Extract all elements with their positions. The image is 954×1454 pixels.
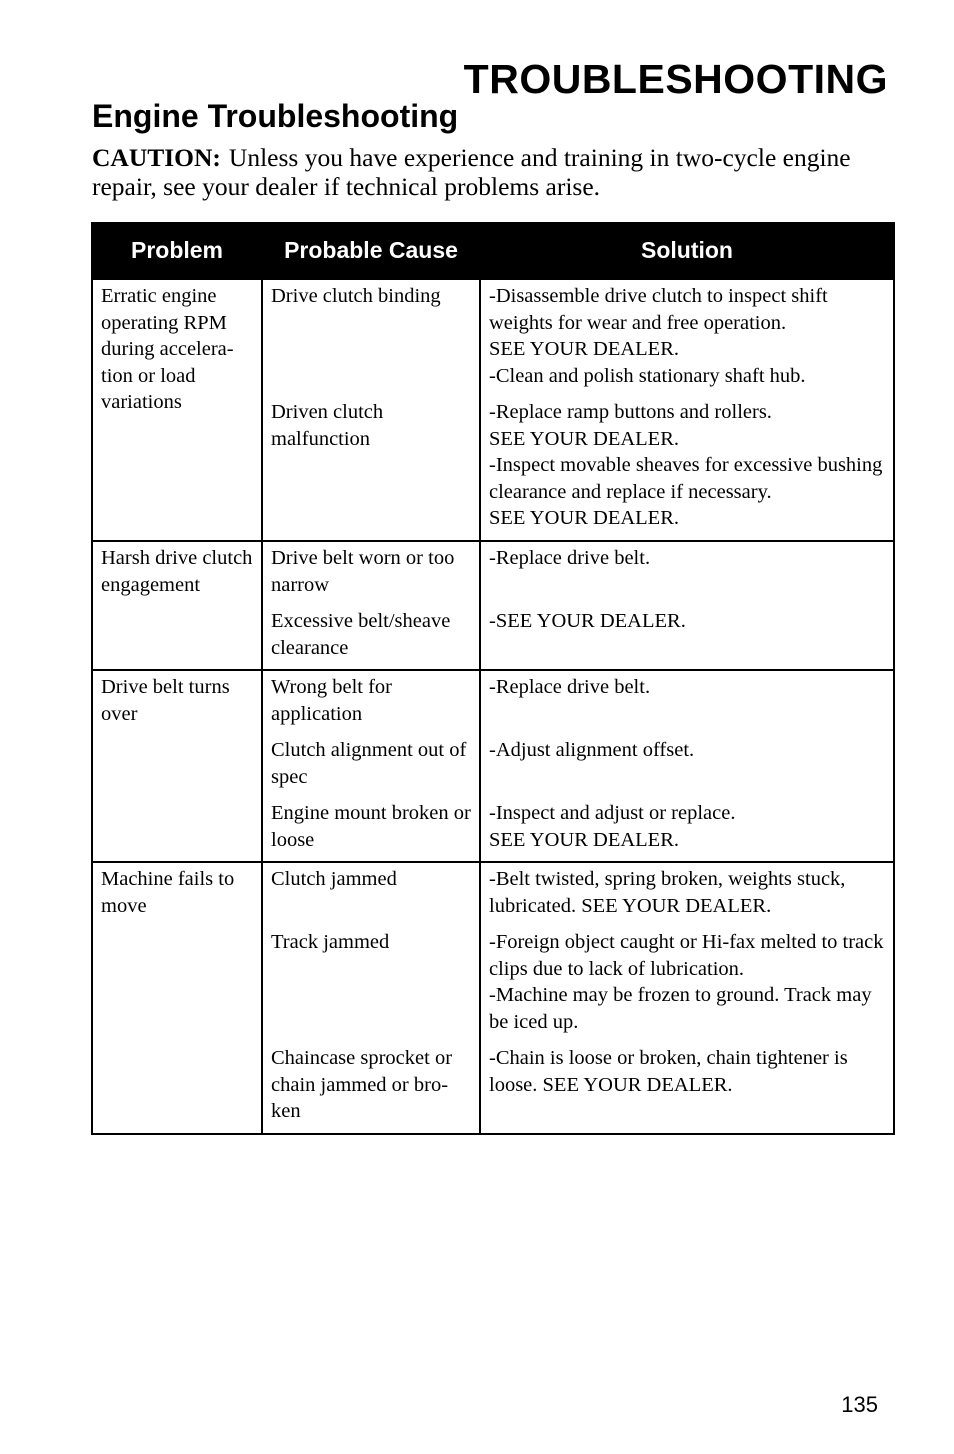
solution-line: -Adjust alignment offset. (489, 739, 695, 761)
solution-line: SEE YOUR DEALER. (489, 828, 679, 851)
solution-line: SEE YOUR DEALER. (489, 427, 679, 450)
solution-text (489, 283, 885, 389)
solution-line: -Replace ramp buttons and rollers. (489, 401, 772, 423)
solution-line: -Replace drive belt. (489, 676, 651, 698)
solution-line: -Belt twisted, spring broken, weights stuck, lubricated. SEE YOUR DEALER. (489, 868, 846, 917)
solution-line: -Foreign object caught or Hi-fax melted to track clips due to lack of lubrication. (489, 931, 884, 980)
section-title: Engine Troubleshooting (92, 98, 459, 134)
problem-cell: Machine fails to move (92, 862, 262, 1134)
cause-cell (262, 670, 480, 862)
solution-line: -Replace drive belt. (489, 547, 651, 569)
solution-text (489, 545, 885, 598)
solution-text (489, 608, 885, 661)
probable-cause: Drive clutch binding (271, 285, 441, 307)
solution-text (489, 737, 885, 790)
probable-cause: Drive belt worn or too narrow (271, 547, 455, 596)
header-problem: Problem (92, 222, 262, 279)
table-row (92, 279, 894, 541)
header-solution: Solution (480, 222, 894, 279)
table-row (92, 541, 894, 670)
solution-cell (480, 279, 894, 541)
solution-cell (480, 670, 894, 862)
problem-cell: Drive belt turns over (92, 670, 262, 862)
solution-line: -Machine may be frozen to ground. Track may be iced up. (489, 984, 872, 1033)
solution-text (489, 929, 885, 1035)
solution-line: -Inspect and adjust or replace. (489, 802, 736, 824)
probable-cause: Engine mount broken or loose (271, 802, 471, 851)
table-row (92, 670, 894, 862)
troubleshooting-table (91, 222, 895, 1135)
probable-cause: Wrong belt for application (271, 676, 392, 725)
solution-line: -SEE YOUR DEALER. (489, 610, 686, 632)
caution-paragraph (92, 143, 882, 201)
solution-cell (480, 862, 894, 1134)
cause-cell (262, 279, 480, 541)
cause-cell (262, 862, 480, 1134)
problem-cell: Harsh drive clutch engagement (92, 541, 262, 670)
probable-cause: Excessive belt/sheave clearance (271, 610, 451, 659)
probable-cause: Track jammed (271, 931, 390, 953)
cause-cell (262, 541, 480, 670)
solution-text (489, 1045, 885, 1125)
table-body (92, 279, 894, 1134)
problem-cell: Erratic engine operating RPM during accelera-tion or load variations (92, 279, 262, 541)
caution-label: CAUTION: (92, 143, 221, 172)
table-row (92, 862, 894, 1134)
solution-line: SEE YOUR DEALER. (489, 338, 679, 360)
probable-cause: Chaincase sprocket or chain jammed or bro-ken (271, 1047, 453, 1122)
probable-cause: Driven clutch malfunction (271, 401, 384, 450)
solution-text (489, 674, 885, 727)
page-number: 135 (841, 1392, 878, 1417)
solution-line: -Inspect movable sheaves for excessive bushing clearance and replace if necessary. (489, 454, 883, 503)
probable-cause: Clutch alignment out of spec (271, 739, 467, 788)
solution-text (489, 866, 885, 919)
header-probable-cause: Probable Cause (262, 222, 480, 279)
solution-line: -Chain is loose or broken, chain tightener is loose. SEE YOUR DEALER. (489, 1047, 848, 1096)
solution-line: -Disassemble drive clutch to inspect shift weights for wear and free operation. (489, 285, 828, 334)
table-header-row (92, 222, 894, 279)
probable-cause: Clutch jammed (271, 868, 397, 890)
caution-text: Unless you have experience and training in two-cycle engine repair, see your dealer if technical problems arise. (92, 143, 851, 201)
solution-line: SEE YOUR DEALER. (489, 507, 679, 529)
solution-text (489, 800, 885, 853)
solution-cell (480, 541, 894, 670)
solution-text (489, 399, 885, 532)
solution-line: -Clean and polish stationary shaft hub. (489, 364, 806, 387)
page-title: TROUBLESHOOTING (463, 56, 888, 102)
